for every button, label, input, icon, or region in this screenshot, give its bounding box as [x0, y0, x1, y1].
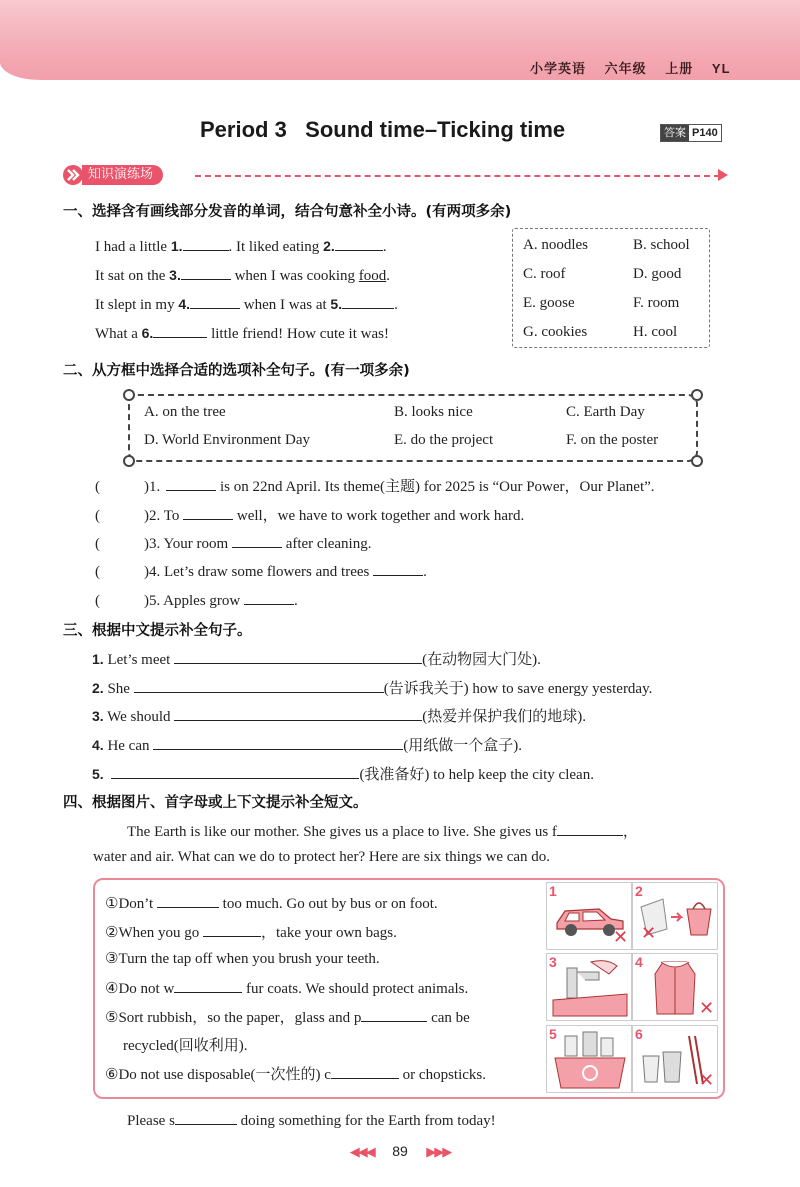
grade: 六年级 — [604, 61, 647, 76]
tip-6: ⑥Do not use disposable(一次性的) c or chopsticks. — [105, 1063, 486, 1084]
s4-intro-1: The Earth is like our mother. She gives us a place to live. She gives us f ， — [127, 820, 638, 841]
section-banner — [62, 164, 163, 186]
subject: 小学英语 — [530, 61, 587, 76]
s2-item-2: ( )2. To well，we have to work together and work hard. — [95, 504, 524, 525]
picture-tap: 3 — [546, 953, 632, 1021]
answer-tag[interactable] — [660, 124, 722, 142]
answer-label: 答案 — [661, 125, 689, 141]
cross-icon: ✕ — [699, 1070, 715, 1091]
tip-5: ⑤Sort rubbish，so the paper，glass and p can be — [105, 1006, 470, 1027]
option-a: A. noodles — [523, 237, 588, 253]
volume: 上册 — [665, 61, 694, 76]
phrase-options-box — [128, 394, 698, 462]
s4-intro-2: water and air. What can we do to protect her? Here are six things we can do. — [93, 849, 551, 865]
poem-line-3: It slept in my 4. when I was at 5. . — [95, 296, 398, 313]
s2-item-1: ( )1. is on 22nd April. Its theme(主题) for 2025 is “Our Power，Our Planet”. — [95, 475, 655, 496]
s3-item-1: 1. Let’s meet (在动物园大门处). — [92, 651, 541, 668]
option-g: G. cookies — [523, 324, 588, 340]
recycle-bin-icon — [547, 1026, 631, 1092]
next-arrows-icon: ▶▶▶ — [426, 1144, 451, 1159]
blank-1[interactable] — [183, 236, 229, 251]
picture-car: 1 ✕ — [546, 882, 632, 950]
section2-heading: 二、从方框中选择合适的选项补全句子。(有一项多余) — [63, 363, 410, 379]
poem-line-2: It sat on the 3. when I was cooking food. — [95, 267, 390, 284]
section4-heading: 四、根据图片、首字母或上下文提示补全短文。 — [63, 795, 368, 811]
closing-blank[interactable] — [175, 1110, 237, 1125]
s2-blank-5[interactable] — [244, 590, 294, 605]
s2-blank-1[interactable] — [166, 476, 216, 491]
poem-line-4: What a 6. little friend! How cute it was! — [95, 325, 389, 342]
blank-2[interactable] — [335, 236, 383, 251]
s3-item-3: 3. We should (热爱并保护我们的地球). — [92, 708, 587, 725]
s2-item-4: ( )4. Let’s draw some flowers and trees . — [95, 561, 427, 581]
s3-blank-3[interactable] — [174, 706, 422, 721]
prev-arrows-icon: ◀◀◀ — [349, 1144, 374, 1159]
phrase-a: A. on the tree — [144, 404, 226, 420]
blank-6[interactable] — [153, 323, 207, 338]
option-f: F. room — [633, 295, 680, 311]
s4-intro-blank[interactable] — [557, 821, 623, 836]
closing-line: Please s doing something for the Earth from today! — [127, 1110, 496, 1130]
picture-recycle: 5 — [546, 1025, 632, 1093]
picture-fur-coat: 4 ✕ — [632, 953, 718, 1021]
s2-blank-2[interactable] — [183, 505, 233, 520]
cross-icon: ✕ — [613, 927, 629, 948]
page-number: 89 — [392, 1143, 408, 1159]
s3-blank-4[interactable] — [153, 735, 403, 750]
option-h: H. cool — [633, 324, 678, 340]
banner-divider — [195, 175, 720, 177]
s2-item-3: ( )3. Your room after cleaning. — [95, 533, 371, 553]
answer-page: P140 — [692, 127, 718, 139]
section1-heading: 一、选择含有画线部分发音的单词，结合句意补全小诗。(有两项多余) — [63, 204, 512, 220]
tip-2: ②When you go ，take your own bags. — [105, 921, 397, 942]
phrase-b: B. looks nice — [394, 404, 473, 420]
edition: YL — [711, 61, 731, 76]
s3-blank-1[interactable] — [174, 649, 422, 664]
s3-item-2: 2. She (告诉我关于) how to save energy yesterday. — [92, 680, 653, 697]
s3-item-4: 4. He can (用纸做一个盒子). — [92, 737, 522, 754]
tip-blank-4[interactable] — [174, 978, 242, 993]
picture-chopsticks: 6 ✕ — [632, 1025, 718, 1093]
tip-blank-5[interactable] — [361, 1007, 427, 1022]
section3-heading: 三、根据中文提示补全句子。 — [63, 623, 252, 639]
tip-blank-6[interactable] — [331, 1064, 399, 1079]
s2-blank-3[interactable] — [232, 533, 282, 548]
poem-line-1: I had a little 1. . It liked eating 2. . — [95, 238, 387, 255]
cross-icon: ✕ — [699, 998, 715, 1019]
banner-label: 知识演练场 — [82, 165, 163, 185]
phrase-d: D. World Environment Day — [144, 432, 310, 448]
picture-bags: 2 ✕ — [632, 882, 718, 950]
option-d: D. good — [633, 266, 682, 282]
phrase-e: E. do the project — [394, 432, 494, 448]
s2-item-5: ( )5. Apples grow . — [95, 590, 298, 610]
phrase-c: C. Earth Day — [566, 404, 645, 420]
phrase-f: F. on the poster — [566, 432, 659, 448]
s3-blank-5[interactable] — [111, 764, 359, 779]
tap-icon — [547, 954, 631, 1020]
option-e: E. goose — [523, 295, 575, 311]
page-footer — [0, 1143, 800, 1161]
blank-3[interactable] — [181, 265, 231, 280]
book-info — [530, 58, 745, 77]
s3-blank-2[interactable] — [134, 678, 384, 693]
page-title: Period 3 Sound time–Ticking time — [200, 117, 566, 142]
tip-3: ③Turn the tap off when you brush your teeth. — [105, 951, 380, 967]
option-b: B. school — [633, 237, 690, 253]
banner-arrow-icon — [718, 169, 728, 181]
double-arrow-icon — [62, 164, 84, 186]
cross-icon: ✕ — [641, 923, 657, 944]
s2-blank-4[interactable] — [373, 561, 423, 576]
blank-5[interactable] — [342, 294, 394, 309]
s3-item-5: 5. (我准备好) to help keep the city clean. — [92, 766, 594, 783]
tip-5-cont: recycled(回收利用). — [123, 1038, 248, 1054]
tip-blank-2[interactable] — [203, 922, 261, 937]
tip-1: ①Don’t too much. Go out by bus or on foot. — [105, 893, 438, 913]
word-options-box — [512, 228, 710, 348]
blank-4[interactable] — [190, 294, 240, 309]
option-c: C. roof — [523, 266, 566, 282]
tip-4: ④Do not w fur coats. We should protect animals. — [105, 978, 468, 998]
tip-blank-1[interactable] — [157, 893, 219, 908]
